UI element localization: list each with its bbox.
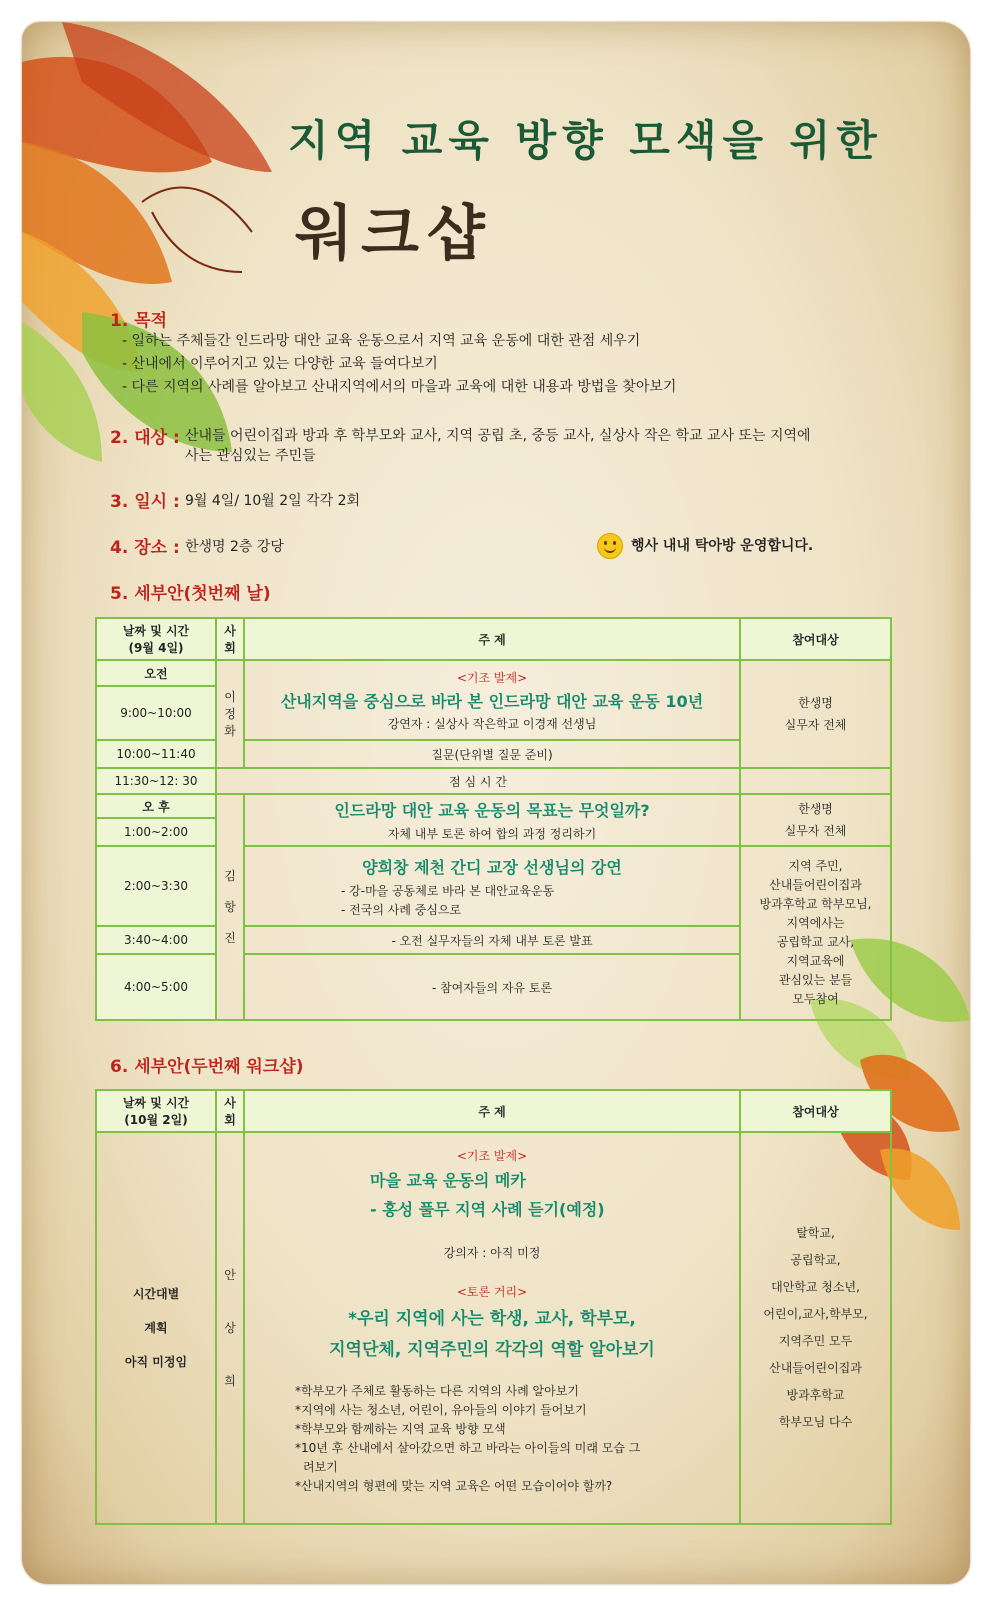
time-1130: 11:30~12: 30: [96, 768, 216, 794]
notice-text: 행사 내내 탁아방 운영합니다.: [631, 538, 814, 554]
time-9: 9:00~10:00: [96, 686, 216, 740]
header-topic: 주 제: [244, 618, 740, 660]
schedule-table-day2: [95, 1089, 892, 1525]
mc-am: 이 정 화: [216, 660, 244, 768]
flower-decoration-top-left: [22, 22, 322, 492]
time-4: 4:00~5:00: [96, 954, 216, 1020]
debate-line2: 지역단체, 지역주민의 각각의 역할 알아보기: [329, 1340, 655, 1360]
day2-target-cell: 탈학교, 공립학교, 대안학교 청소년, 어린이,교사,학부모, 지역주민 모두 산내들어린이집과 방과후학교 학부모님 다수: [740, 1132, 891, 1524]
purpose-item-2: - 산내에서 이루어지고 있는 다양한 교육 들여다보기: [122, 356, 438, 372]
point-4-cont: 려보기: [303, 1460, 338, 1474]
pm2-title: 양희창 제천 간디 교장 선생님의 강연: [362, 857, 622, 877]
purpose-item-1: - 일하는 주체들간 인드라망 대안 교육 운동으로서 지역 교육 운동에 대한 관점 세우기: [122, 333, 641, 349]
target-label: 2. 대상 :: [110, 428, 180, 448]
day2-topic-cell: [244, 1132, 740, 1524]
header-topic-2: 주 제: [244, 1090, 740, 1132]
day2-keynote-line2: - 홍성 풀무 지역 사례 듣기(예정): [370, 1200, 605, 1219]
date-label: 3. 일시 :: [110, 492, 180, 512]
title-line-2: 워크샵: [295, 199, 493, 269]
day2-speaker: 강의자 : 아직 미정: [443, 1246, 541, 1260]
pm2-bullet-2: - 전국의 사례 중심으로: [341, 902, 462, 917]
point-3: *학부모와 함께하는 지역 교육 방향 모색: [295, 1422, 506, 1436]
header-date-2: 날짜 및 시간 (10월 2일): [96, 1090, 216, 1132]
lunch-target: [740, 768, 891, 794]
debate-line1: *우리 지역에 사는 학생, 교사, 학부모,: [348, 1309, 636, 1329]
pm2-bullet-1: - 강-마을 공동체로 바라 본 대안교육운동: [341, 883, 555, 898]
schedule-table-day1: [95, 617, 892, 1021]
pm-label: 오 후: [96, 794, 216, 818]
keynote-cell: [244, 660, 740, 740]
childcare-notice: [597, 533, 813, 559]
place-label: 4. 장소 :: [110, 538, 180, 558]
header-target: 참여대상: [740, 618, 891, 660]
keynote-speaker: 강연자 : 실상사 작은학교 이경재 선생님: [387, 716, 597, 731]
target-am: 한생명 실무자 전체: [740, 660, 891, 768]
pm3-cell: - 오전 실무자들의 자체 내부 토론 발표: [244, 926, 740, 954]
debate-points: [245, 1382, 739, 1496]
section5-title: 5. 세부안(첫번째 날): [110, 584, 271, 604]
debate-tag: <토론 거리>: [456, 1285, 528, 1299]
time-1: 1:00~2:00: [96, 818, 216, 846]
time-340: 3:40~4:00: [96, 926, 216, 954]
point-1: *학부모가 주체로 활동하는 다른 지역의 사례 알아보기: [295, 1384, 579, 1398]
header-mc-2: 사 회: [216, 1090, 244, 1132]
point-4: *10년 후 산내에서 살아갔으면 하고 바라는 아이들의 미래 모습 그: [295, 1441, 641, 1455]
header-mc: 사 회: [216, 618, 244, 660]
pm4-cell: - 참여자들의 자유 토론: [244, 954, 740, 1020]
point-5: *산내지역의 형편에 맞는 지역 교육은 어떤 모습이어야 할까?: [295, 1479, 613, 1493]
header-date: 날짜 및 시간 (9월 4일): [96, 618, 216, 660]
pm1-title: 인드라망 대안 교육 운동의 목표는 무엇일까?: [334, 801, 650, 820]
target-pm2: 지역 주민, 산내들어린이집과 방과후학교 학부모님, 지역에사는 공립학교 교사, 지역교육에 관심있는 분들 모두참여: [740, 846, 891, 1020]
qna-cell: 질문(단위별 질문 준비): [244, 740, 740, 768]
pm1-cell: [244, 794, 740, 846]
target-line-2: 사는 관심있는 주민들: [185, 448, 316, 464]
time-2: 2:00~3:30: [96, 846, 216, 926]
section6-title: 6. 세부안(두번째 워크샵): [110, 1057, 304, 1077]
time-plan-cell: 시간대별 계획 아직 미정임: [96, 1132, 216, 1524]
pm2-cell: [244, 846, 740, 926]
purpose-item-3: - 다른 지역의 사례를 알아보고 산내지역에서의 마을과 교육에 대한 내용과 방법을 찾아보기: [122, 379, 677, 395]
place-value: 한생명 2층 강당: [185, 539, 284, 555]
time-10: 10:00~11:40: [96, 740, 216, 768]
mc-day2: 안 상 희: [216, 1132, 244, 1524]
am-label: 오전: [96, 660, 216, 686]
smiley-icon: [597, 533, 623, 559]
pm1-sub: 자체 내부 토론 하여 합의 과정 정리하기: [387, 827, 597, 841]
title-line-1: 지역 교육 방향 모색을 위한: [288, 116, 883, 165]
keynote-title: 산내지역을 중심으로 바라 본 인드라망 대안 교육 운동 10년: [280, 691, 704, 711]
day2-keynote-line1: 마을 교육 운동의 메카: [370, 1171, 526, 1190]
lunch-cell: 점 심 시 간: [216, 768, 740, 794]
header-target-2: 참여대상: [740, 1090, 891, 1132]
point-2: *지역에 사는 청소년, 어린이, 유아들의 이야기 들어보기: [295, 1403, 587, 1417]
day2-keynote-tag: <기조 발제>: [456, 1149, 528, 1163]
target-line-1: 산내들 어린이집과 방과 후 학부모와 교사, 지역 공립 초, 중등 교사, 실상사 작은 학교 교사 또는 지역에: [185, 428, 811, 444]
mc-pm: 김 항 진: [216, 794, 244, 1020]
keynote-tag: <기조 발제>: [456, 670, 528, 685]
purpose-label: 1. 목적: [110, 311, 168, 331]
date-value: 9월 4일/ 10월 2일 각각 2회: [185, 493, 361, 509]
target-pm1: 한생명 실무자 전체: [740, 794, 891, 846]
